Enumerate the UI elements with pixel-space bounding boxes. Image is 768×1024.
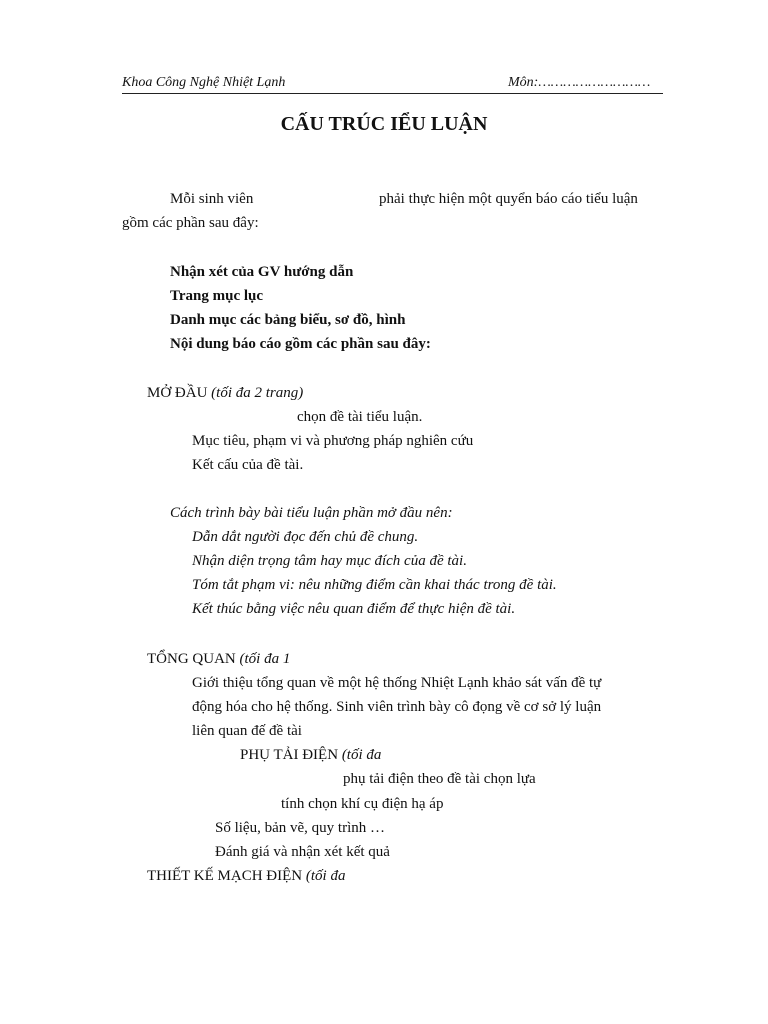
phu-tai-item: tính chọn khí cụ điện hạ áp bbox=[281, 796, 444, 812]
phu-tai-item: Đánh giá và nhận xét kết quả bbox=[215, 844, 390, 860]
tong-quan-para-line: Giới thiệu tổng quan về một hệ thống Nhiệt Lạnh khảo sát vấn đề tự bbox=[192, 675, 602, 691]
trinh-bay-item: Dẫn dắt người đọc đến chủ đề chung. bbox=[192, 529, 419, 545]
tong-quan-para-line: động hóa cho hệ thống. Sinh viên trình bày cô đọng về cơ sở lý luận bbox=[192, 699, 602, 715]
tong-quan-heading bbox=[147, 650, 290, 668]
header-department: Khoa Công Nghệ Nhiệt Lạnh bbox=[122, 75, 286, 90]
mo-dau-heading bbox=[147, 384, 303, 402]
thiet-ke-note: (tối đa bbox=[305, 868, 346, 884]
mo-dau-item: Kết cấu của đề tài. bbox=[192, 457, 304, 473]
trinh-bay-item: Tóm tắt phạm vi: nêu những điểm cần khai thác trong đề tài. bbox=[192, 577, 557, 593]
page-title: CẤU TRÚC IỂU LUẬN bbox=[280, 113, 488, 135]
trinh-bay-heading: Cách trình bày bài tiểu luận phần mở đầu nên: bbox=[170, 505, 453, 521]
tong-quan-note: (tối đa 1 bbox=[239, 651, 291, 667]
phu-tai-note: (tối đa bbox=[341, 747, 382, 763]
header-divider bbox=[122, 93, 663, 94]
thiet-ke-title: THIẾT KẾ MẠCH ĐIỆN bbox=[147, 868, 303, 884]
tong-quan-para-line: liên quan đế đề tài bbox=[192, 723, 302, 739]
section-muc-luc: Trang mục lục bbox=[170, 288, 264, 304]
trinh-bay-item: Kết thúc bằng việc nêu quan điểm để thực hiện đề tài. bbox=[192, 601, 516, 617]
tong-quan-title: TỔNG QUAN bbox=[147, 651, 236, 667]
mo-dau-note: (tối đa 2 trang) bbox=[211, 385, 304, 401]
section-danh-muc: Danh mục các bảng biểu, sơ đồ, hình bbox=[170, 312, 406, 328]
trinh-bay-item: Nhận diện trọng tâm hay mục đích của đề tài. bbox=[192, 553, 467, 569]
mo-dau-item: Mục tiêu, phạm vi và phương pháp nghiên cứu bbox=[192, 433, 474, 449]
phu-tai-item: phụ tải điện theo đề tài chọn lựa bbox=[343, 771, 536, 787]
mo-dau-item: chọn đề tài tiểu luận. bbox=[297, 409, 423, 425]
mo-dau-title: MỞ ĐẦU bbox=[147, 385, 208, 401]
section-nhan-xet: Nhận xét của GV hướng dẫn bbox=[170, 264, 354, 280]
phu-tai-title: PHỤ TẢI ĐIỆN bbox=[240, 747, 339, 763]
intro-line2: gồm các phần sau đây: bbox=[122, 215, 259, 231]
section-noi-dung: Nội dung báo cáo gồm các phần sau đây: bbox=[170, 336, 431, 352]
phu-tai-heading bbox=[240, 746, 381, 764]
thiet-ke-heading bbox=[147, 867, 345, 885]
phu-tai-item: Số liệu, bản vẽ, quy trình … bbox=[215, 820, 385, 836]
intro-line1-b: phải thực hiện một quyển báo cáo tiểu luận bbox=[379, 191, 638, 207]
intro-line1-a: Mỗi sinh viên bbox=[170, 191, 254, 207]
header-subject: Môn:……………………… bbox=[508, 75, 651, 90]
